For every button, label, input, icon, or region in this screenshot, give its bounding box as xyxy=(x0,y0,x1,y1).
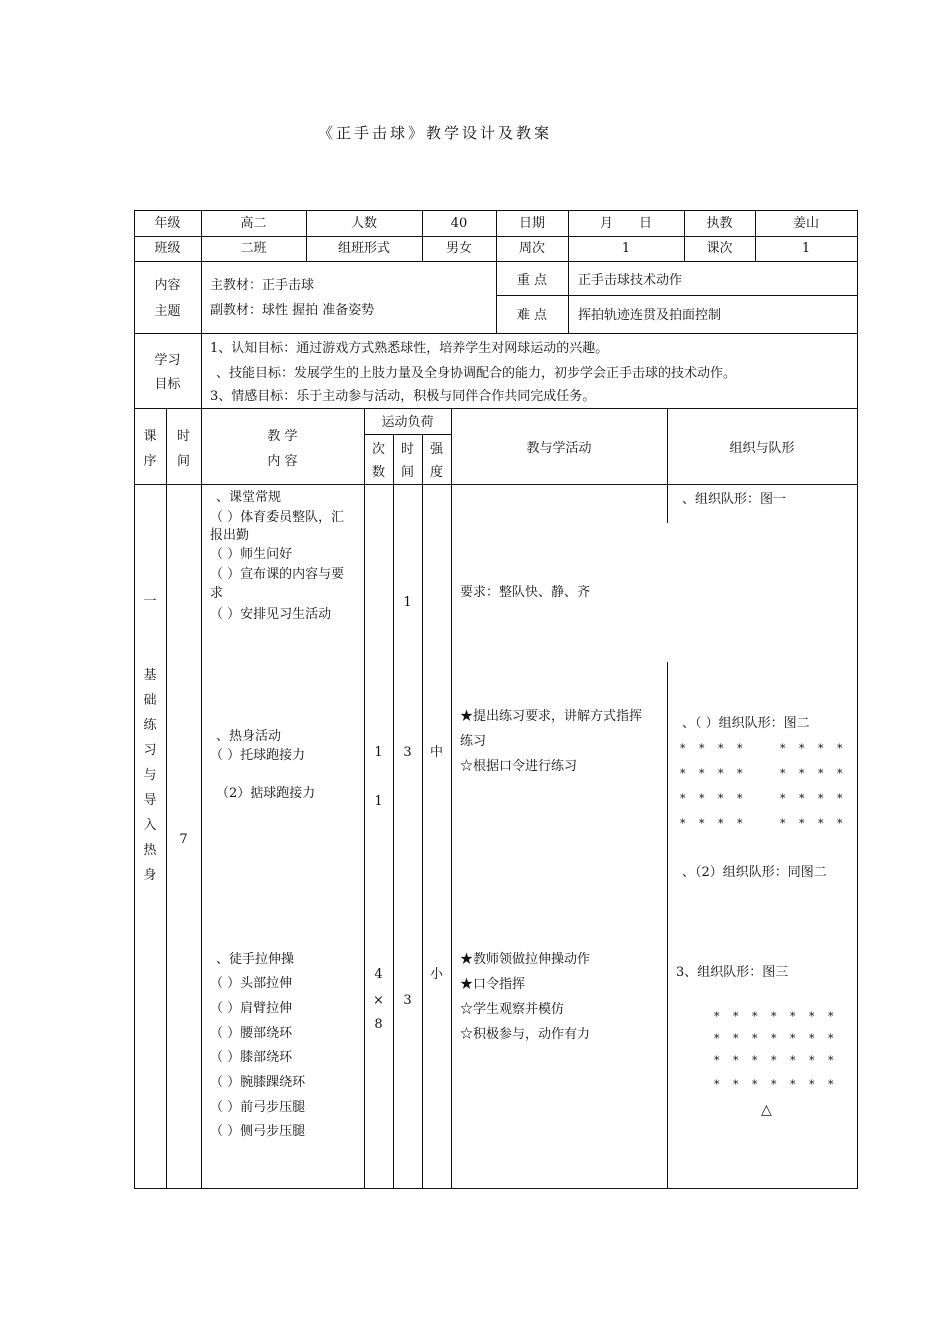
formation-row: * * * * xyxy=(780,767,848,780)
date-value: 月 日 xyxy=(599,216,652,231)
activity-text: ☆积极参与，动作有力 xyxy=(460,1027,591,1042)
key-point: 正手击球技术动作 xyxy=(578,273,683,288)
col-times-2: 数 xyxy=(371,465,385,480)
duration-value: 3 xyxy=(403,993,412,1008)
organization-text: 、组织队形：图一 xyxy=(682,492,787,507)
activity-text: ☆学生观察并模仿 xyxy=(460,1002,565,1017)
difficulty: 挥拍轨迹连贯及拍面控制 xyxy=(578,308,722,323)
section-char: 导 xyxy=(143,793,157,808)
goals-label-2: 目标 xyxy=(154,377,181,392)
teacher-value: 姜山 xyxy=(792,216,819,231)
activity-text: ★口令指挥 xyxy=(460,977,526,992)
goals-label-1: 学习 xyxy=(154,353,181,368)
duration-value: 1 xyxy=(403,595,412,610)
lesson-value: 1 xyxy=(801,241,811,256)
times-value: 1 xyxy=(374,794,383,809)
content-label-1: 内容 xyxy=(154,278,181,293)
group-label: 组班形式 xyxy=(337,241,390,256)
class-value: 二班 xyxy=(240,241,267,256)
content-line: （ ）安排见习生活动 xyxy=(210,607,332,622)
times-value: 1 xyxy=(374,745,383,760)
activity-text: ★教师领做拉伸操动作 xyxy=(460,952,591,967)
formation-row: * * * * * * * xyxy=(714,1078,839,1091)
content-line: （ ）侧弓步压腿 xyxy=(210,1124,306,1139)
section-char: 热 xyxy=(143,843,157,858)
times-value: 4 xyxy=(374,967,383,982)
formation-row: * * * * xyxy=(680,742,748,755)
count-label: 人数 xyxy=(350,216,377,231)
lesson-label: 课次 xyxy=(706,241,733,256)
content-line: 报出勤 xyxy=(210,528,250,543)
teacher-label: 执教 xyxy=(706,216,733,231)
section-char: 习 xyxy=(143,743,157,758)
activity-text: 要求：整队快、静、齐 xyxy=(460,585,591,600)
formation-row: * * * * * * * xyxy=(714,1010,839,1023)
difficulty-label: 难 点 xyxy=(516,308,548,323)
page-title: 《正手击球》教学设计及教案 xyxy=(318,124,553,142)
times-value: × xyxy=(373,993,384,1008)
date-label: 日期 xyxy=(518,216,545,231)
goal-skill: 、技能目标：发展学生的上肢力量及全身协调配合的能力，初步学会正手击球的技术动作。 xyxy=(216,366,737,381)
formation-row: * * * * xyxy=(680,767,748,780)
content-line: （ ）肩臂拉伸 xyxy=(210,1001,293,1016)
col-seq-1: 课 xyxy=(143,429,157,444)
section-char: 与 xyxy=(143,768,157,783)
col-organization: 组织与队形 xyxy=(729,441,795,456)
week-value: 1 xyxy=(621,241,631,256)
grade-label: 年级 xyxy=(154,216,181,231)
duration-value: 3 xyxy=(403,745,412,760)
content-line: （ ）腰部绕环 xyxy=(210,1026,293,1041)
key-point-label: 重 点 xyxy=(516,273,548,288)
main-material: 主教材：正手击球 xyxy=(210,278,315,293)
col-intensity-1: 强 xyxy=(429,442,443,457)
section-time: 7 xyxy=(179,832,188,847)
content-line: 、热身活动 xyxy=(216,729,282,744)
content-line: 求 xyxy=(210,586,224,601)
grade-value: 高二 xyxy=(240,216,267,231)
col-content-2: 内 容 xyxy=(267,454,298,469)
col-times-1: 次 xyxy=(371,442,385,457)
content-line: （ ）腕膝踝绕环 xyxy=(210,1075,306,1090)
section-char: 入 xyxy=(143,818,157,833)
times-value: 8 xyxy=(374,1017,383,1032)
content-line: （ ）前弓步压腿 xyxy=(210,1100,306,1115)
teacher-position-icon: △ xyxy=(761,1102,772,1118)
formation-row: * * * * * * * xyxy=(714,1032,839,1045)
content-line: （2）掂球跑接力 xyxy=(216,786,316,801)
col-activity: 教与学活动 xyxy=(526,441,592,456)
section-number: 一 xyxy=(143,594,157,609)
intensity-value: 小 xyxy=(429,967,443,982)
section-char: 练 xyxy=(143,718,157,733)
col-intensity-2: 度 xyxy=(429,465,443,480)
goal-cognitive: 1、认知目标：通过游戏方式熟悉球性，培养学生对网球运动的兴趣。 xyxy=(210,341,609,356)
formation-row: * * * * xyxy=(780,817,848,830)
intensity-value: 中 xyxy=(429,745,443,760)
col-duration-1: 时 xyxy=(400,442,414,457)
col-seq-2: 序 xyxy=(143,454,157,469)
activity-text: 练习 xyxy=(460,734,487,749)
section-char: 础 xyxy=(143,693,157,708)
goal-emotion: 3、情感目标：乐于主动参与活动，积极与同伴合作共同完成任务。 xyxy=(210,389,596,404)
formation-row: * * * * * * * xyxy=(714,1054,839,1067)
content-line: （ ）宣布课的内容与要 xyxy=(210,567,345,582)
sub-material: 副教材：球性 握拍 准备姿势 xyxy=(210,303,375,318)
section-char: 身 xyxy=(143,868,157,883)
col-duration-2: 间 xyxy=(400,465,414,480)
content-line: 、课堂常规 xyxy=(216,490,282,505)
week-label: 周次 xyxy=(518,241,545,256)
col-time-1: 时 xyxy=(176,429,190,444)
col-load: 运动负荷 xyxy=(381,415,434,430)
content-line: （ ）膝部绕环 xyxy=(210,1050,293,1065)
activity-text: ★提出练习要求，讲解方式指挥 xyxy=(460,709,643,724)
group-value: 男女 xyxy=(445,241,472,256)
count-value: 40 xyxy=(450,216,468,231)
col-content-1: 教 学 xyxy=(267,429,298,444)
col-time-2: 间 xyxy=(176,454,190,469)
section-char: 基 xyxy=(143,668,157,683)
content-line: （ ）师生问好 xyxy=(210,547,293,562)
organization-text: 、（ ）组织队形：图二 xyxy=(682,716,810,731)
formation-row: * * * * xyxy=(780,742,848,755)
formation-row: * * * * xyxy=(680,792,748,805)
content-line: （ ）托球跑接力 xyxy=(210,748,306,763)
organization-text: 、（2）组织队形：同图二 xyxy=(682,865,827,880)
activity-text: ☆根据口令进行练习 xyxy=(460,759,578,774)
formation-row: * * * * xyxy=(780,792,848,805)
organization-text: 3、组织队形：图三 xyxy=(676,965,789,980)
content-line: （ ）体育委员整队，汇 xyxy=(210,510,345,525)
formation-row: * * * * xyxy=(680,817,748,830)
content-line: 、徒手拉伸操 xyxy=(216,952,295,967)
content-label-2: 主题 xyxy=(154,304,181,319)
content-line: （ ）头部拉伸 xyxy=(210,976,293,991)
class-label: 班级 xyxy=(154,241,181,256)
